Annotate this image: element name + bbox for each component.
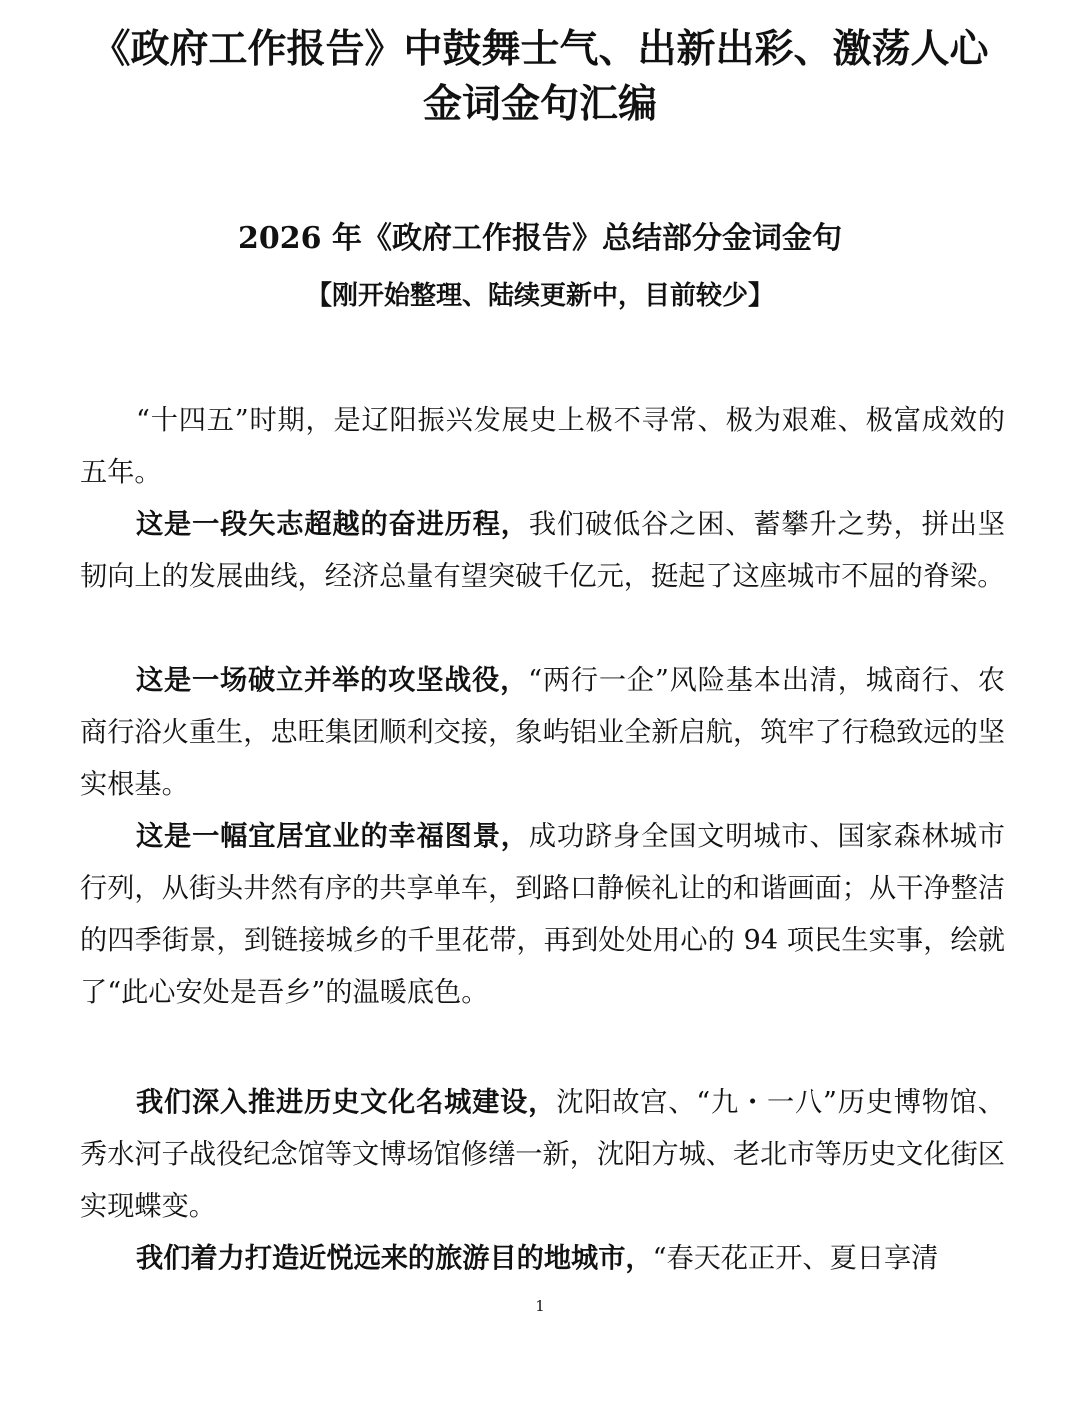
document-title bbox=[40, 22, 1040, 132]
paragraph-text: “春天花正开、夏日享清 bbox=[652, 1243, 939, 1274]
paragraph-happy-picture bbox=[80, 811, 1005, 1019]
paragraph-lead: 这是一幅宜居宜业的幸福图景， bbox=[136, 821, 529, 852]
paragraph-lead: 我们着力打造近悦远来的旅游目的地城市， bbox=[136, 1243, 653, 1274]
paragraph-striving-journey bbox=[80, 499, 1005, 603]
paragraph-text: 成功跻身全国文明城市、国家森林城市行列，从街头井然有序的共享单车，到路口静候礼让的和谐画面；从干净整洁的四季街景，到链接城乡的千里花带，再到处处用心的 94 项民生实事，绘就了“此心安处是吾乡”的温暖底色。 bbox=[80, 821, 1005, 1008]
paragraph-historic-city bbox=[80, 1077, 1005, 1233]
paragraph-lead: 这是一场破立并举的攻坚战役， bbox=[136, 665, 529, 696]
page-number: 1 bbox=[535, 1297, 545, 1315]
section-title: 2026 年《政府工作报告》总结部分金词金句 bbox=[238, 221, 842, 256]
paragraph-text: “两行一企”风险基本出清，城商行、农商行浴火重生，忠旺集团顺利交接，象屿铝业全新启航，筑牢了行稳致远的坚实根基。 bbox=[80, 665, 1005, 800]
paragraph-text: 我们破低谷之困、蓄攀升之势，拼出坚韧向上的发展曲线，经济总量有望突破千亿元，挺起了这座城市不屈的脊梁。 bbox=[80, 509, 1005, 592]
section-subtitle: 【刚开始整理、陆续更新中，目前较少】 bbox=[305, 281, 774, 311]
document-title-line-2: 金词金句汇编 bbox=[422, 82, 657, 127]
paragraph-lead: 我们深入推进历史文化名城建设， bbox=[136, 1087, 557, 1118]
document-title-line-1: 《政府工作报告》中鼓舞士气、出新出彩、激荡人心 bbox=[91, 27, 989, 72]
paragraph-text: “十四五”时期，是辽阳振兴发展史上极不寻常、极为艰难、极富成效的五年。 bbox=[80, 405, 1005, 488]
paragraph-lead: 这是一段矢志超越的奋进历程， bbox=[136, 509, 529, 540]
paragraph-text: 沈阳故宫、“九・一八”历史博物馆、秀水河子战役纪念馆等文博场馆修缮一新，沈阳方城、老北市等历史文化街区实现蝶变。 bbox=[80, 1087, 1005, 1222]
paragraph-tough-battle bbox=[80, 655, 1005, 811]
paragraph-tourism-city bbox=[80, 1233, 1005, 1285]
paragraph-fourteenth-five-year-intro bbox=[80, 395, 1005, 499]
